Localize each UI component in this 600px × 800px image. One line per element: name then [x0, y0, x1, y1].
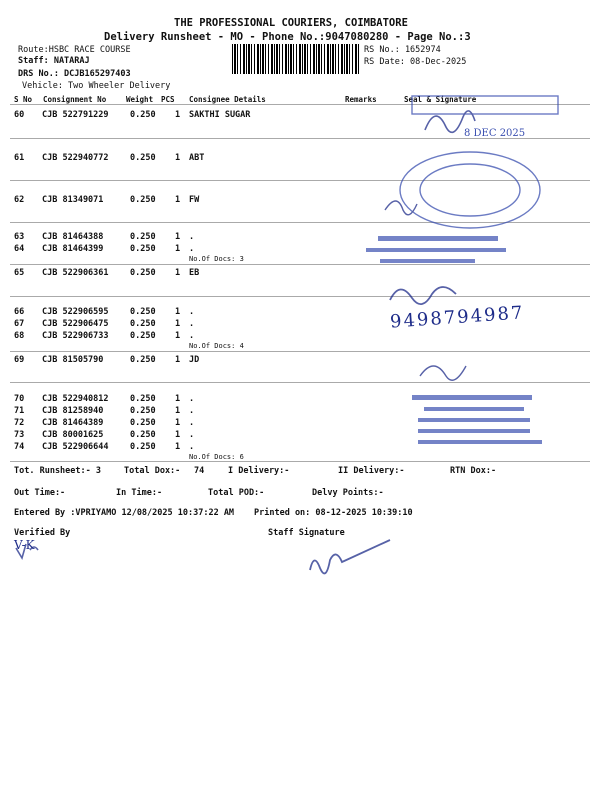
verified-by-label: Verified By — [14, 528, 71, 538]
route: Route:HSBC RACE COURSE — [18, 45, 131, 55]
col-pcs: PCS — [161, 95, 175, 104]
col-seal: Seal & Signature — [404, 95, 477, 104]
in-time: In Time:- — [116, 488, 163, 498]
drs-number: DRS No.: DCJB165297403 — [18, 69, 131, 79]
signature-scribble — [420, 366, 466, 380]
ii-delivery: II Delivery:- — [338, 466, 405, 476]
signature-scribble — [385, 201, 417, 215]
vehicle: Vehicle: Two Wheeler Delivery — [22, 81, 171, 91]
col-remarks: Remarks — [345, 95, 377, 104]
tamil-stamp-line — [418, 418, 530, 422]
col-consignee: Consignee Details — [189, 95, 266, 104]
out-time: Out Time:- — [14, 488, 66, 498]
total-pod: Total POD:- — [208, 488, 265, 498]
col-sno: S No — [14, 95, 33, 104]
doc-count: No.Of Docs: 6 — [189, 453, 244, 461]
round-seal-inner — [420, 164, 520, 216]
staff-signature-scribble — [310, 540, 390, 573]
tamil-stamp-line — [418, 429, 530, 433]
rs-date: RS Date: 08-Dec-2025 — [364, 57, 467, 67]
stamp-box — [412, 96, 558, 114]
total-dox-value: 74 — [194, 466, 205, 476]
tamil-stamp-line — [378, 236, 498, 241]
staff-signature-label: Staff Signature — [268, 528, 345, 538]
tamil-stamp-line — [380, 259, 475, 263]
tamil-stamp-line — [424, 407, 524, 411]
tamil-stamp-line — [366, 248, 506, 252]
handwritten-initials: V-K — [14, 538, 35, 552]
delvy-points: Delvy Points:- — [312, 488, 384, 498]
rs-number: RS No.: 1652974 — [364, 45, 441, 55]
printed-on: Printed on: 08-12-2025 10:39:10 — [254, 508, 413, 518]
tamil-stamp-line — [418, 440, 542, 444]
runsheet-title: Delivery Runsheet - MO - Phone No.:9047080280 - Page No.:3 — [104, 31, 471, 43]
col-weight: Weight — [126, 95, 154, 104]
company-name: THE PROFESSIONAL COURIERS, COIMBATORE — [174, 17, 408, 29]
staff: Staff: NATARAJ — [18, 56, 90, 66]
i-delivery: I Delivery:- — [228, 466, 290, 476]
doc-count: No.Of Docs: 4 — [189, 342, 244, 350]
handwritten-phone: 9498794987 — [389, 302, 526, 333]
doc-count: No.Of Docs: 3 — [189, 255, 244, 263]
stamp-date: 8 DEC 2025 — [464, 128, 526, 139]
entered-by: Entered By :VPRIYAMO 12/08/2025 10:37:22 AM — [14, 508, 235, 518]
rtn-dox: RTN Dox:- — [450, 466, 497, 476]
total-runsheet: Tot. Runsheet:- 3 — [14, 466, 101, 476]
total-dox-label: Total Dox:- — [124, 466, 181, 476]
col-consignment: Consignment No — [43, 95, 107, 104]
signature-scribble — [390, 287, 456, 304]
tamil-stamp-line — [412, 395, 532, 400]
